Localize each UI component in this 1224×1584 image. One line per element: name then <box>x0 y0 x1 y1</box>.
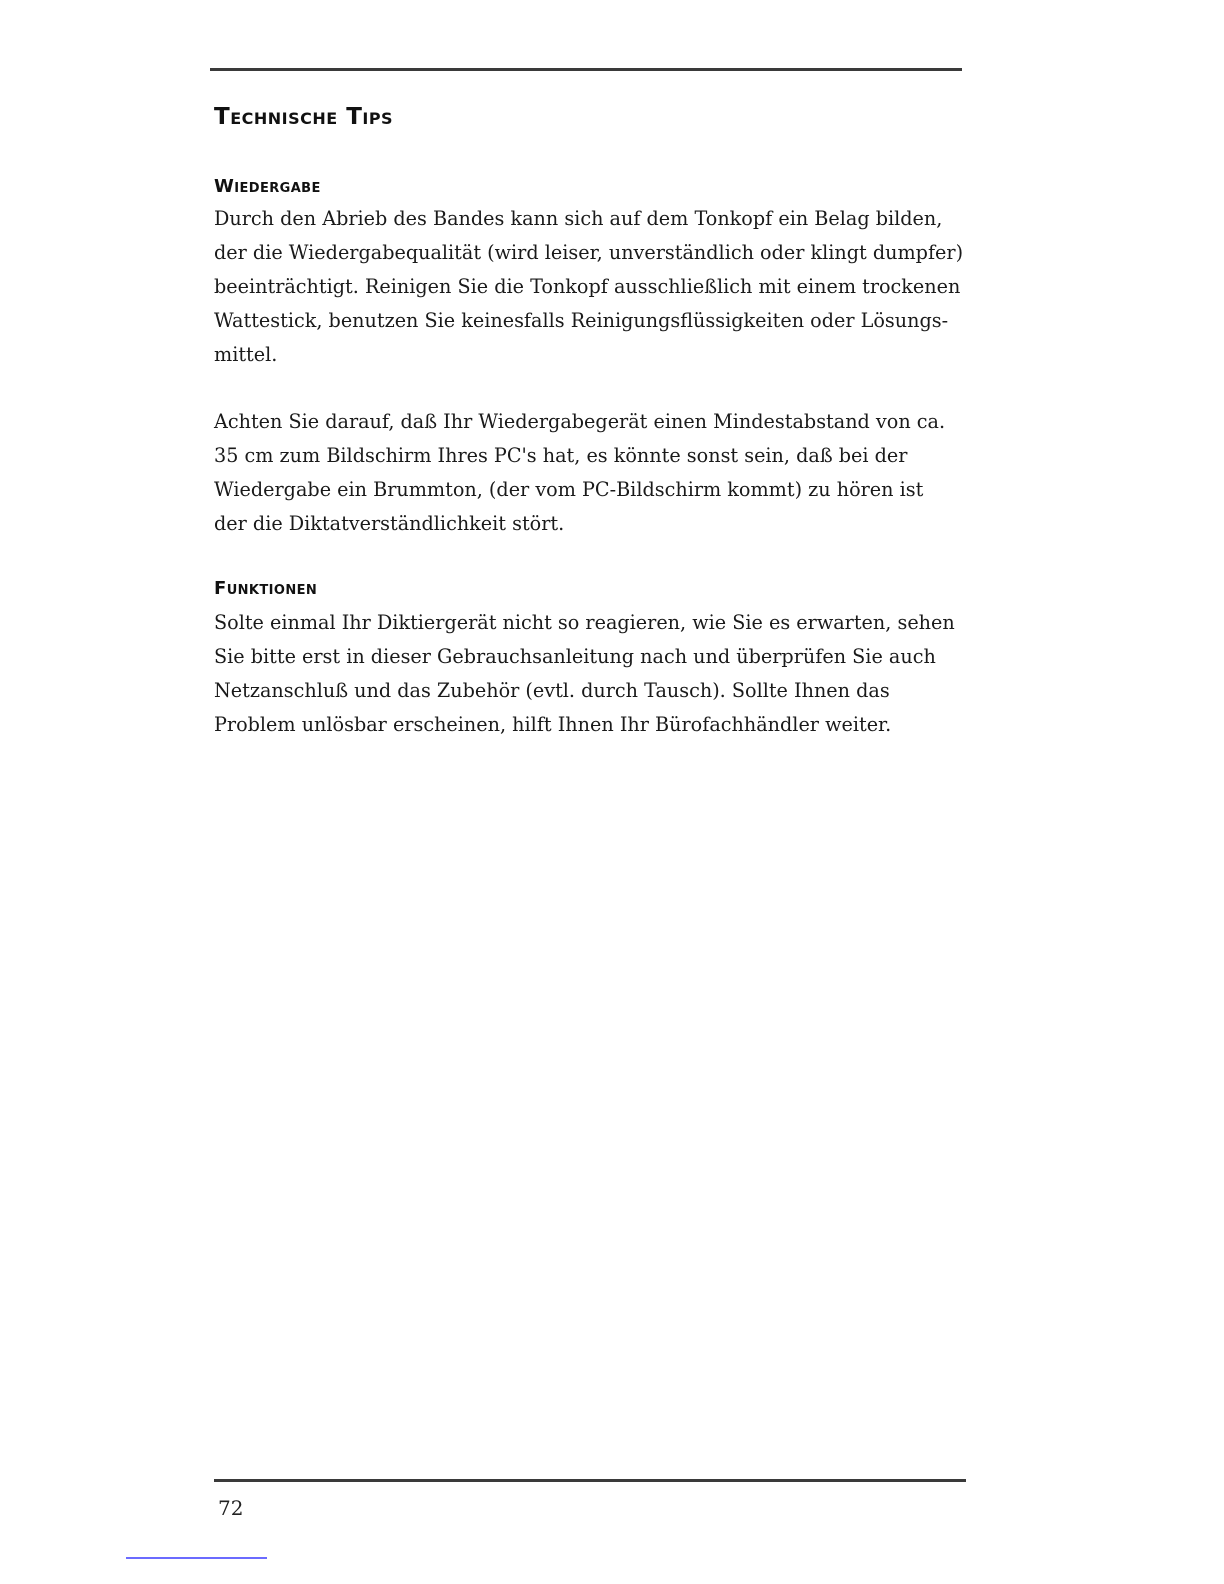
bottom-rule <box>214 1479 966 1482</box>
text-line: Netzanschluß und das Zubehör (evtl. durch Tausch). Sollte Ihnen das <box>214 679 890 702</box>
text-line: Solte einmal Ihr Diktiergerät nicht so reagieren, wie Sie es erwarten, sehen <box>214 611 955 634</box>
page-title: Technische Tips <box>214 104 394 130</box>
section-heading-wiedergabe: Wiedergabe <box>214 176 321 197</box>
artifact-line <box>126 1557 267 1559</box>
text-line: 35 cm zum Bildschirm Ihres PC's hat, es könnte sonst sein, daß bei der <box>214 444 908 467</box>
paragraph-wiedergabe-2 <box>214 405 974 541</box>
text-line: Problem unlösbar erscheinen, hilft Ihnen Ihr Bürofachhändler weiter. <box>214 713 892 736</box>
page-number: 72 <box>218 1496 244 1520</box>
section-heading-funktionen: Funktionen <box>214 578 318 599</box>
text-line: Sie bitte erst in dieser Gebrauchsanleitung nach und überprüfen Sie auch <box>214 645 936 668</box>
text-line: mittel. <box>214 343 278 366</box>
text-line: der die Wiedergabequalität (wird leiser, unverständlich oder klingt dumpfer) <box>214 241 964 264</box>
text-line: Wattestick, benutzen Sie keinesfalls Reinigungsflüssigkeiten oder Lösungs- <box>214 309 949 332</box>
paragraph-wiedergabe-1 <box>214 202 974 372</box>
top-rule <box>210 68 962 71</box>
text-line: beeinträchtigt. Reinigen Sie die Tonkopf ausschließlich mit einem trockenen <box>214 275 961 298</box>
text-line: Achten Sie darauf, daß Ihr Wiedergabegerät einen Mindestabstand von ca. <box>214 410 946 433</box>
text-line: Wiedergabe ein Brummton, (der vom PC-Bildschirm kommt) zu hören ist <box>214 478 924 501</box>
text-line: Durch den Abrieb des Bandes kann sich auf dem Tonkopf ein Belag bilden, <box>214 207 943 230</box>
text-line: der die Diktatverständlichkeit stört. <box>214 512 565 535</box>
paragraph-funktionen <box>214 606 974 742</box>
